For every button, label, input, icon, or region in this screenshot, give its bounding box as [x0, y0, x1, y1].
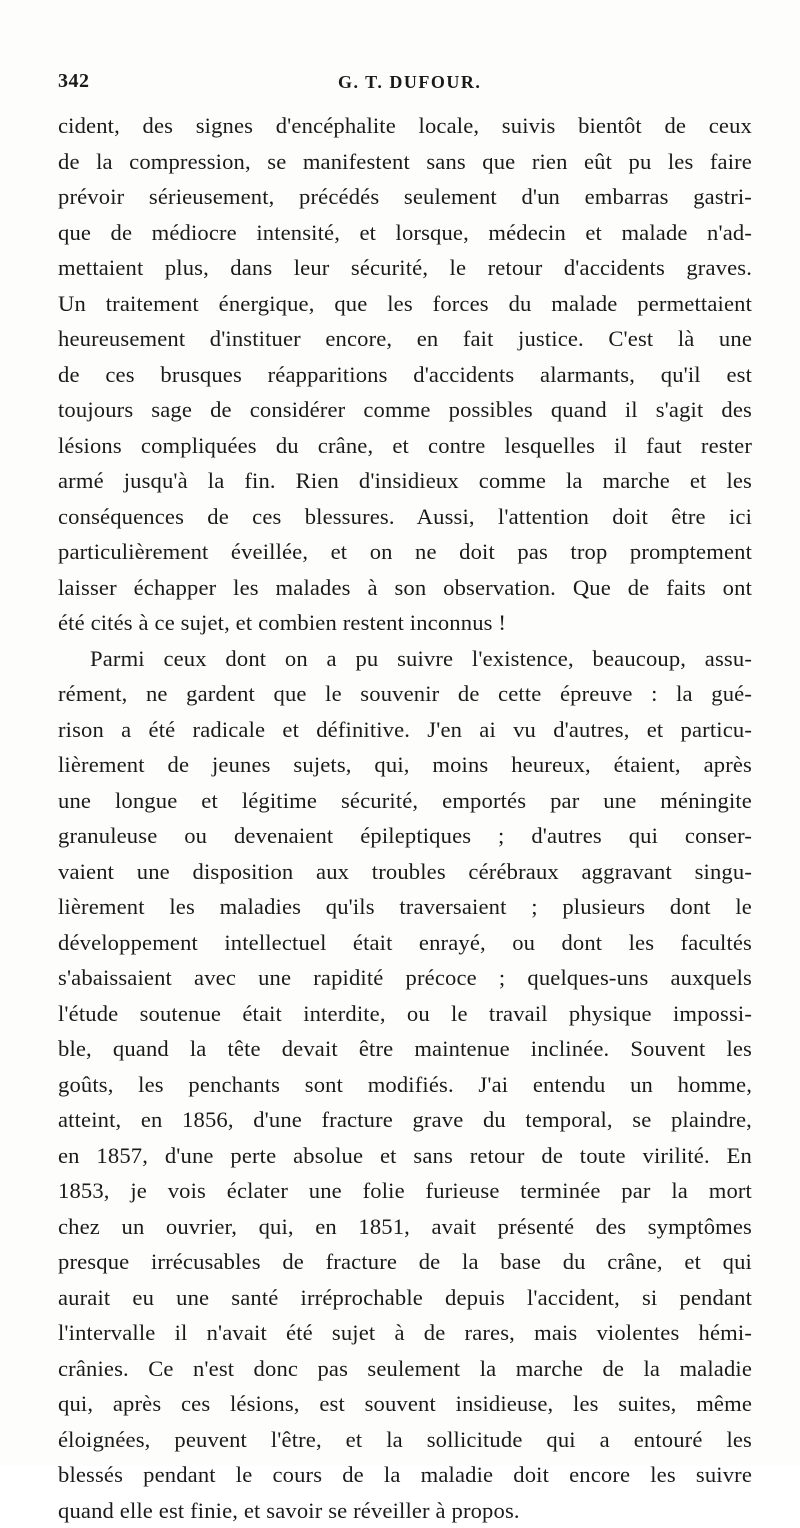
text-line: lièrement de jeunes sujets, qui, moins heureux, étaient, après	[58, 747, 752, 783]
text-line: goûts, les penchants sont modifiés. J'ai entendu un homme,	[58, 1067, 752, 1103]
text-line: s'abaissaient avec une rapidité précoce ; quelques-uns auxquels	[58, 960, 752, 996]
text-line: Un traitement énergique, que les forces du malade permettaient	[58, 286, 752, 322]
text-line: lièrement les maladies qu'ils traversaient ; plusieurs dont le	[58, 889, 752, 925]
page-number: 342	[58, 70, 90, 93]
text-line: rison a été radicale et définitive. J'en ai vu d'autres, et particu-	[58, 712, 752, 748]
text-line: l'intervalle il n'avait été sujet à de rares, mais violentes hémi-	[58, 1315, 752, 1351]
text-line: chez un ouvrier, qui, en 1851, avait présenté des symptômes	[58, 1209, 752, 1245]
text-line: de la compression, se manifestent sans que rien eût pu les faire	[58, 144, 752, 180]
text-line: presque irrécusables de fracture de la base du crâne, et qui	[58, 1244, 752, 1280]
text-line: heureusement d'instituer encore, en fait justice. C'est là une	[58, 321, 752, 357]
text-line: 1853, je vois éclater une folie furieuse terminée par la mort	[58, 1173, 752, 1209]
text-line: atteint, en 1856, d'une fracture grave du temporal, se plaindre,	[58, 1102, 752, 1138]
text-line: aurait eu une santé irréprochable depuis l'accident, si pendant	[58, 1280, 752, 1316]
text-line: toujours sage de considérer comme possibles quand il s'agit des	[58, 392, 752, 428]
text-line: en 1857, d'une perte absolue et sans retour de toute virilité. En	[58, 1138, 752, 1174]
text-line: particulièrement éveillée, et on ne doit pas trop promptement	[58, 534, 752, 570]
text-line: lésions compliquées du crâne, et contre lesquelles il faut rester	[58, 428, 752, 464]
running-head	[58, 70, 758, 100]
text-line: l'étude soutenue était interdite, ou le travail physique impossi-	[58, 996, 752, 1032]
text-line: quand elle est finie, et savoir se réveiller à propos.	[58, 1493, 752, 1528]
text-line: crânies. Ce n'est donc pas seulement la marche de la maladie	[58, 1351, 752, 1387]
text-line: blessés pendant le cours de la maladie doit encore les suivre	[58, 1457, 752, 1493]
text-line: rément, ne gardent que le souvenir de cette épreuve : la gué-	[58, 676, 752, 712]
text-line: été cités à ce sujet, et combien restent inconnus !	[58, 605, 752, 641]
text-line: ble, quand la tête devait être maintenue inclinée. Souvent les	[58, 1031, 752, 1067]
body-text	[58, 108, 752, 1528]
text-line: que de médiocre intensité, et lorsque, médecin et malade n'ad-	[58, 215, 752, 251]
text-line: vaient une disposition aux troubles cérébraux aggravant singu-	[58, 854, 752, 890]
text-line: développement intellectuel était enrayé, ou dont les facultés	[58, 925, 752, 961]
text-line: mettaient plus, dans leur sécurité, le retour d'accidents graves.	[58, 250, 752, 286]
text-line: laisser échapper les malades à son observation. Que de faits ont	[58, 570, 752, 606]
text-line: de ces brusques réapparitions d'accidents alarmants, qu'il est	[58, 357, 752, 393]
text-line: granuleuse ou devenaient épileptiques ; d'autres qui conser-	[58, 818, 752, 854]
text-line: qui, après ces lésions, est souvent insidieuse, les suites, même	[58, 1386, 752, 1422]
paragraph-start-line: Parmi ceux dont on a pu suivre l'existence, beaucoup, assu-	[58, 641, 752, 677]
text-line: prévoir sérieusement, précédés seulement d'un embarras gastri-	[58, 179, 752, 215]
text-line: armé jusqu'à la fin. Rien d'insidieux comme la marche et les	[58, 463, 752, 499]
text-line: cident, des signes d'encéphalite locale, suivis bientôt de ceux	[58, 108, 752, 144]
text-line: conséquences de ces blessures. Aussi, l'attention doit être ici	[58, 499, 752, 535]
text-line: éloignées, peuvent l'être, et la sollicitude qui a entouré les	[58, 1422, 752, 1458]
running-title: G. T. DUFOUR.	[338, 72, 481, 93]
text-line: une longue et légitime sécurité, emportés par une méningite	[58, 783, 752, 819]
